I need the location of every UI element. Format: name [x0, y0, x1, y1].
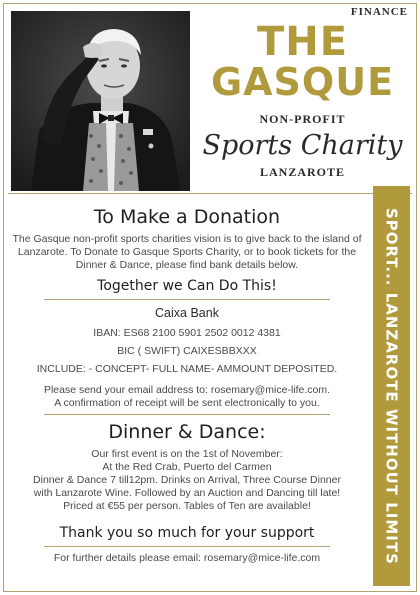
title-the: THE [256, 19, 349, 65]
divider [44, 546, 330, 547]
event-heading: Dinner & Dance: [108, 421, 266, 443]
thanks-heading: Thank you so much for your support [59, 525, 315, 541]
side-band [373, 186, 410, 586]
donation-intro: The Gasque non-profit sports charities vision is to give back to the island of Lanzarote. To Donate to Gasque Sports Charity, or to book tickets for the Dinner & Dance, please find bank details below. [12, 233, 362, 271]
saluting-man-photo-icon [11, 11, 190, 191]
header-divider [8, 193, 412, 194]
event-line: Our first event is on the 1st of November: [91, 448, 283, 460]
event-line: Priced at €55 per person. Tables of Ten are available! [63, 500, 311, 512]
main-content [8, 201, 366, 565]
title-gasque: GASQUE [210, 60, 395, 104]
section-label: FINANCE [350, 6, 408, 18]
donation-subheading: Together we Can Do This! [97, 278, 277, 294]
subtitle-lanzarote: LANZAROTE [259, 165, 345, 179]
title-block [200, 19, 405, 180]
include-note: INCLUDE: - CONCEPT- FULL NAME- AMMOUNT DEPOSITED. [36, 363, 338, 375]
divider [44, 414, 330, 415]
portrait-photo [11, 11, 190, 191]
bic: BIC ( SWIFT) CAIXESBBXXX [117, 345, 257, 357]
email-instruction: Please send your email address to: rosemary@mice-life.com. [43, 384, 331, 396]
donation-heading: To Make a Donation [93, 206, 281, 228]
contact-line: For further details please email: rosemary@mice-life.com [53, 552, 321, 564]
event-line: At the Red Crab, Puerto del Carmen [102, 461, 272, 473]
side-band-text: SPORT... LANZAROTE WITHOUT LIMITS [382, 207, 401, 565]
bank-name: Caixa Bank [155, 306, 219, 320]
event-line: Dinner & Dance 7 till12pm. Drinks on Arrival, Three Course Dinner [33, 474, 341, 486]
subtitle-non-profit: NON-PROFIT [259, 112, 346, 126]
divider [44, 299, 330, 300]
iban: IBAN: ES68 2100 5901 2502 0012 4381 [93, 327, 281, 339]
subtitle-sports-charity: Sports Charity [202, 130, 403, 161]
event-line: with Lanzarote Wine. Followed by an Auction and Dancing till late! [33, 487, 341, 499]
receipt-note: A confirmation of receipt will be sent electronically to you. [54, 397, 320, 409]
